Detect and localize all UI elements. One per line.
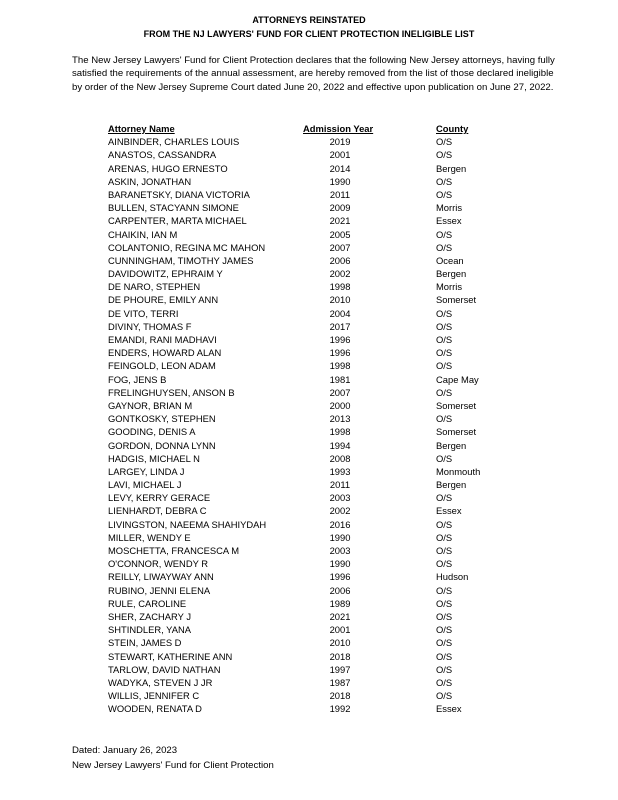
- table-row: [108, 162, 528, 175]
- county-cell: O/S: [436, 188, 453, 200]
- county-cell: O/S: [436, 597, 453, 609]
- attorney-name-cell: RULE, CAROLINE: [108, 597, 187, 609]
- admission-year-cell: 2009: [329, 202, 351, 214]
- admission-year-cell: 1996: [329, 347, 351, 359]
- county-cell: Ocean: [436, 254, 464, 266]
- attorney-name-cell: REILLY, LIWAYWAY ANN: [108, 571, 214, 583]
- table-row: [108, 254, 528, 267]
- table-row: [108, 307, 528, 320]
- table-row: [108, 267, 528, 280]
- attorney-name-cell: WADYKA, STEVEN J JR: [108, 676, 213, 688]
- attorney-name-cell: STEWART, KATHERINE ANN: [108, 650, 233, 662]
- admission-year-cell: 1998: [329, 281, 351, 293]
- attorney-name-cell: DE PHOURE, EMILY ANN: [108, 294, 219, 306]
- table-row: [108, 531, 528, 544]
- county-cell: O/S: [436, 175, 453, 187]
- table-row: [108, 188, 528, 201]
- attorney-name-cell: ANASTOS, CASSANDRA: [108, 149, 217, 161]
- county-cell: Bergen: [436, 479, 467, 491]
- county-cell: O/S: [436, 518, 453, 530]
- header-attorney-name: Attorney Name: [108, 123, 175, 134]
- table-row: [108, 544, 528, 557]
- table-row: [108, 228, 528, 241]
- table-row: [108, 570, 528, 583]
- admission-year-cell: 2001: [329, 624, 351, 636]
- admission-year-cell: 1994: [329, 439, 351, 451]
- attorney-name-cell: LEVY, KERRY GERACE: [108, 492, 211, 504]
- county-cell: O/S: [436, 228, 453, 240]
- table-header-row: [108, 122, 528, 135]
- table-row: [108, 241, 528, 254]
- attorney-name-cell: FOG, JENS B: [108, 373, 167, 385]
- admission-year-cell: 2016: [329, 518, 351, 530]
- table-row: [108, 491, 528, 504]
- attorney-name-cell: STEIN, JAMES D: [108, 637, 182, 649]
- attorney-name-cell: MOSCHETTA, FRANCESCA M: [108, 545, 240, 556]
- county-cell: O/S: [436, 531, 453, 543]
- table-row: [108, 518, 528, 531]
- attorney-name-cell: LIENHARDT, DEBRA C: [108, 505, 207, 517]
- table-row: [108, 320, 528, 333]
- county-cell: Bergen: [436, 268, 467, 280]
- admission-year-cell: 2003: [329, 545, 351, 556]
- attorney-name-cell: DE NARO, STEPHEN: [108, 281, 201, 293]
- table-row: [108, 214, 528, 227]
- county-cell: O/S: [436, 676, 453, 688]
- table-row: [108, 452, 528, 465]
- admission-year-cell: 2001: [329, 149, 351, 161]
- table-row: [108, 439, 528, 452]
- table-row: [108, 359, 528, 372]
- county-cell: O/S: [436, 492, 453, 504]
- document-title: ATTORNEYS REINSTATED: [252, 15, 366, 25]
- table-row: [108, 280, 528, 293]
- county-cell: O/S: [436, 624, 453, 636]
- admission-year-cell: 1996: [329, 334, 351, 345]
- admission-year-cell: 2018: [329, 690, 351, 702]
- table-row: [108, 425, 528, 438]
- document-subtitle: FROM THE NJ LAWYERS' FUND FOR CLIENT PROTECTION INELIGIBLE LIST: [143, 29, 475, 39]
- table-row: [108, 689, 528, 702]
- admission-year-cell: 1996: [329, 571, 351, 583]
- attorney-name-cell: WILLIS, JENNIFER C: [108, 690, 200, 702]
- attorney-name-cell: LIVINGSTON, NAEEMA SHAHIYDAH: [108, 518, 267, 530]
- table-row: [108, 465, 528, 478]
- county-cell: Cape May: [436, 373, 479, 385]
- attorney-name-cell: HADGIS, MICHAEL N: [108, 452, 200, 464]
- admission-year-cell: 1981: [329, 373, 351, 385]
- attorney-name-cell: O'CONNOR, WENDY R: [108, 558, 209, 570]
- admission-year-cell: 2000: [329, 399, 351, 411]
- admission-year-cell: 2002: [329, 505, 351, 517]
- attorney-name-cell: MILLER, WENDY E: [108, 531, 191, 543]
- admission-year-cell: 2006: [329, 254, 351, 266]
- admission-year-cell: 1998: [329, 426, 351, 438]
- county-cell: O/S: [436, 136, 453, 148]
- county-cell: O/S: [436, 650, 453, 662]
- county-cell: Essex: [436, 703, 462, 715]
- attorney-name-cell: TARLOW, DAVID NATHAN: [108, 663, 221, 675]
- county-cell: O/S: [436, 545, 453, 556]
- county-cell: Somerset: [436, 399, 477, 411]
- county-cell: O/S: [436, 413, 453, 425]
- table-row: [108, 346, 528, 359]
- attorney-name-cell: GONTKOSKY, STEPHEN: [108, 413, 216, 425]
- county-cell: O/S: [436, 149, 453, 161]
- admission-year-cell: 2014: [329, 162, 351, 174]
- county-cell: Hudson: [436, 571, 469, 583]
- table-row: [108, 557, 528, 570]
- table-body: [108, 135, 528, 715]
- table-row: [108, 623, 528, 636]
- county-cell: O/S: [436, 386, 453, 398]
- attorney-name-cell: FEINGOLD, LEON ADAM: [108, 360, 216, 372]
- table-row: [108, 504, 528, 517]
- county-cell: Somerset: [436, 294, 477, 306]
- county-cell: O/S: [436, 347, 453, 359]
- table-row: [108, 636, 528, 649]
- table-row: [108, 373, 528, 386]
- admission-year-cell: 2013: [329, 413, 351, 425]
- admission-year-cell: 2018: [329, 650, 351, 662]
- attorney-name-cell: SHER, ZACHARY J: [108, 610, 192, 622]
- table-row: [108, 293, 528, 306]
- attorney-table: [108, 122, 528, 715]
- county-cell: Bergen: [436, 162, 467, 174]
- table-row: [108, 399, 528, 412]
- admission-year-cell: 2021: [329, 610, 351, 622]
- admission-year-cell: 1989: [329, 597, 351, 609]
- admission-year-cell: 1997: [329, 663, 351, 675]
- intro-paragraph: The New Jersey Lawyers' Fund for Client Protection declares that the following New Jersey attorneys, having fully satisfied the requirements of the annual assessment, are hereby removed from the list of those declared ineligible by order of the New Jersey Supreme Court dated June 20, 2022 and effective upon publication on June 27, 2022.: [72, 55, 555, 93]
- admission-year-cell: 1990: [329, 531, 351, 543]
- county-cell: O/S: [436, 558, 453, 570]
- county-cell: O/S: [436, 334, 453, 345]
- attorney-name-cell: EMANDI, RANI MADHAVI: [108, 334, 217, 345]
- admission-year-cell: 2021: [329, 215, 351, 227]
- table-row: [108, 663, 528, 676]
- attorney-name-cell: CHAIKIN, IAN M: [108, 228, 178, 240]
- admission-year-cell: 1993: [329, 465, 351, 477]
- header-county: County: [436, 123, 469, 134]
- attorney-name-cell: FRELINGHUYSEN, ANSON B: [108, 386, 235, 398]
- admission-year-cell: 2017: [329, 320, 351, 332]
- admission-year-cell: 2005: [329, 228, 351, 240]
- table-row: [108, 333, 528, 346]
- admission-year-cell: 1990: [329, 175, 351, 187]
- attorney-name-cell: GOODING, DENIS A: [108, 426, 196, 438]
- attorney-name-cell: CUNNINGHAM, TIMOTHY JAMES: [108, 254, 254, 266]
- attorney-name-cell: ARENAS, HUGO ERNESTO: [108, 162, 228, 174]
- attorney-name-cell: DAVIDOWITZ, EPHRAIM Y: [108, 268, 223, 280]
- attorney-name-cell: LAVI, MICHAEL J: [108, 479, 182, 491]
- table-row: [108, 386, 528, 399]
- attorney-name-cell: DE VITO, TERRI: [108, 307, 179, 319]
- county-cell: O/S: [436, 610, 453, 622]
- attorney-name-cell: CARPENTER, MARTA MICHAEL: [108, 215, 247, 227]
- county-cell: Morris: [436, 202, 463, 214]
- county-cell: O/S: [436, 241, 453, 253]
- table-row: [108, 597, 528, 610]
- attorney-name-cell: AINBINDER, CHARLES LOUIS: [108, 136, 240, 148]
- attorney-name-cell: SHTINDLER, YANA: [108, 624, 192, 636]
- admission-year-cell: 2008: [329, 452, 351, 464]
- admission-year-cell: 2007: [329, 241, 351, 253]
- admission-year-cell: 2006: [329, 584, 351, 596]
- county-cell: O/S: [436, 584, 453, 596]
- admission-year-cell: 1987: [329, 676, 351, 688]
- admission-year-cell: 2011: [329, 188, 351, 200]
- attorney-name-cell: ENDERS, HOWARD ALAN: [108, 347, 222, 359]
- county-cell: Essex: [436, 215, 462, 227]
- table-row: [108, 175, 528, 188]
- footer-date: Dated: January 26, 2023: [72, 745, 178, 756]
- admission-year-cell: 2004: [329, 307, 351, 319]
- attorney-name-cell: BULLEN, STACYANN SIMONE: [108, 202, 239, 214]
- table-row: [108, 478, 528, 491]
- table-row: [108, 148, 528, 161]
- attorney-name-cell: BARANETSKY, DIANA VICTORIA: [108, 188, 250, 200]
- attorney-name-cell: GORDON, DONNA LYNN: [108, 439, 216, 451]
- admission-year-cell: 2019: [329, 136, 351, 148]
- footer-organization: New Jersey Lawyers' Fund for Client Protection: [72, 760, 274, 771]
- county-cell: O/S: [436, 663, 453, 675]
- county-cell: Morris: [436, 281, 463, 293]
- table-row: [108, 702, 528, 715]
- county-cell: Monmouth: [436, 465, 481, 477]
- admission-year-cell: 1990: [329, 558, 351, 570]
- admission-year-cell: 1992: [329, 703, 351, 715]
- admission-year-cell: 2010: [329, 637, 351, 649]
- table-row: [108, 676, 528, 689]
- table-row: [108, 650, 528, 663]
- county-cell: O/S: [436, 360, 453, 372]
- table-row: [108, 584, 528, 597]
- county-cell: O/S: [436, 320, 453, 332]
- attorney-name-cell: DIVINY, THOMAS F: [108, 320, 192, 332]
- county-cell: O/S: [436, 690, 453, 702]
- admission-year-cell: 2003: [329, 492, 351, 504]
- attorney-name-cell: WOODEN, RENATA D: [108, 703, 202, 715]
- admission-year-cell: 2010: [329, 294, 351, 306]
- attorney-name-cell: ASKIN, JONATHAN: [108, 175, 192, 187]
- attorney-name-cell: COLANTONIO, REGINA MC MAHON: [108, 241, 266, 253]
- attorney-name-cell: GAYNOR, BRIAN M: [108, 399, 193, 411]
- county-cell: Bergen: [436, 439, 467, 451]
- attorney-name-cell: LARGEY, LINDA J: [108, 465, 185, 477]
- table-row: [108, 135, 528, 148]
- header-admission-year: Admission Year: [303, 123, 374, 134]
- admission-year-cell: 1998: [329, 360, 351, 372]
- table-row: [108, 412, 528, 425]
- county-cell: O/S: [436, 637, 453, 649]
- admission-year-cell: 2002: [329, 268, 351, 280]
- attorney-name-cell: RUBINO, JENNI ELENA: [108, 584, 211, 596]
- county-cell: Somerset: [436, 426, 477, 438]
- table-row: [108, 610, 528, 623]
- admission-year-cell: 2011: [329, 479, 351, 491]
- county-cell: O/S: [436, 307, 453, 319]
- admission-year-cell: 2007: [329, 386, 351, 398]
- table-row: [108, 201, 528, 214]
- county-cell: Essex: [436, 505, 462, 517]
- county-cell: O/S: [436, 452, 453, 464]
